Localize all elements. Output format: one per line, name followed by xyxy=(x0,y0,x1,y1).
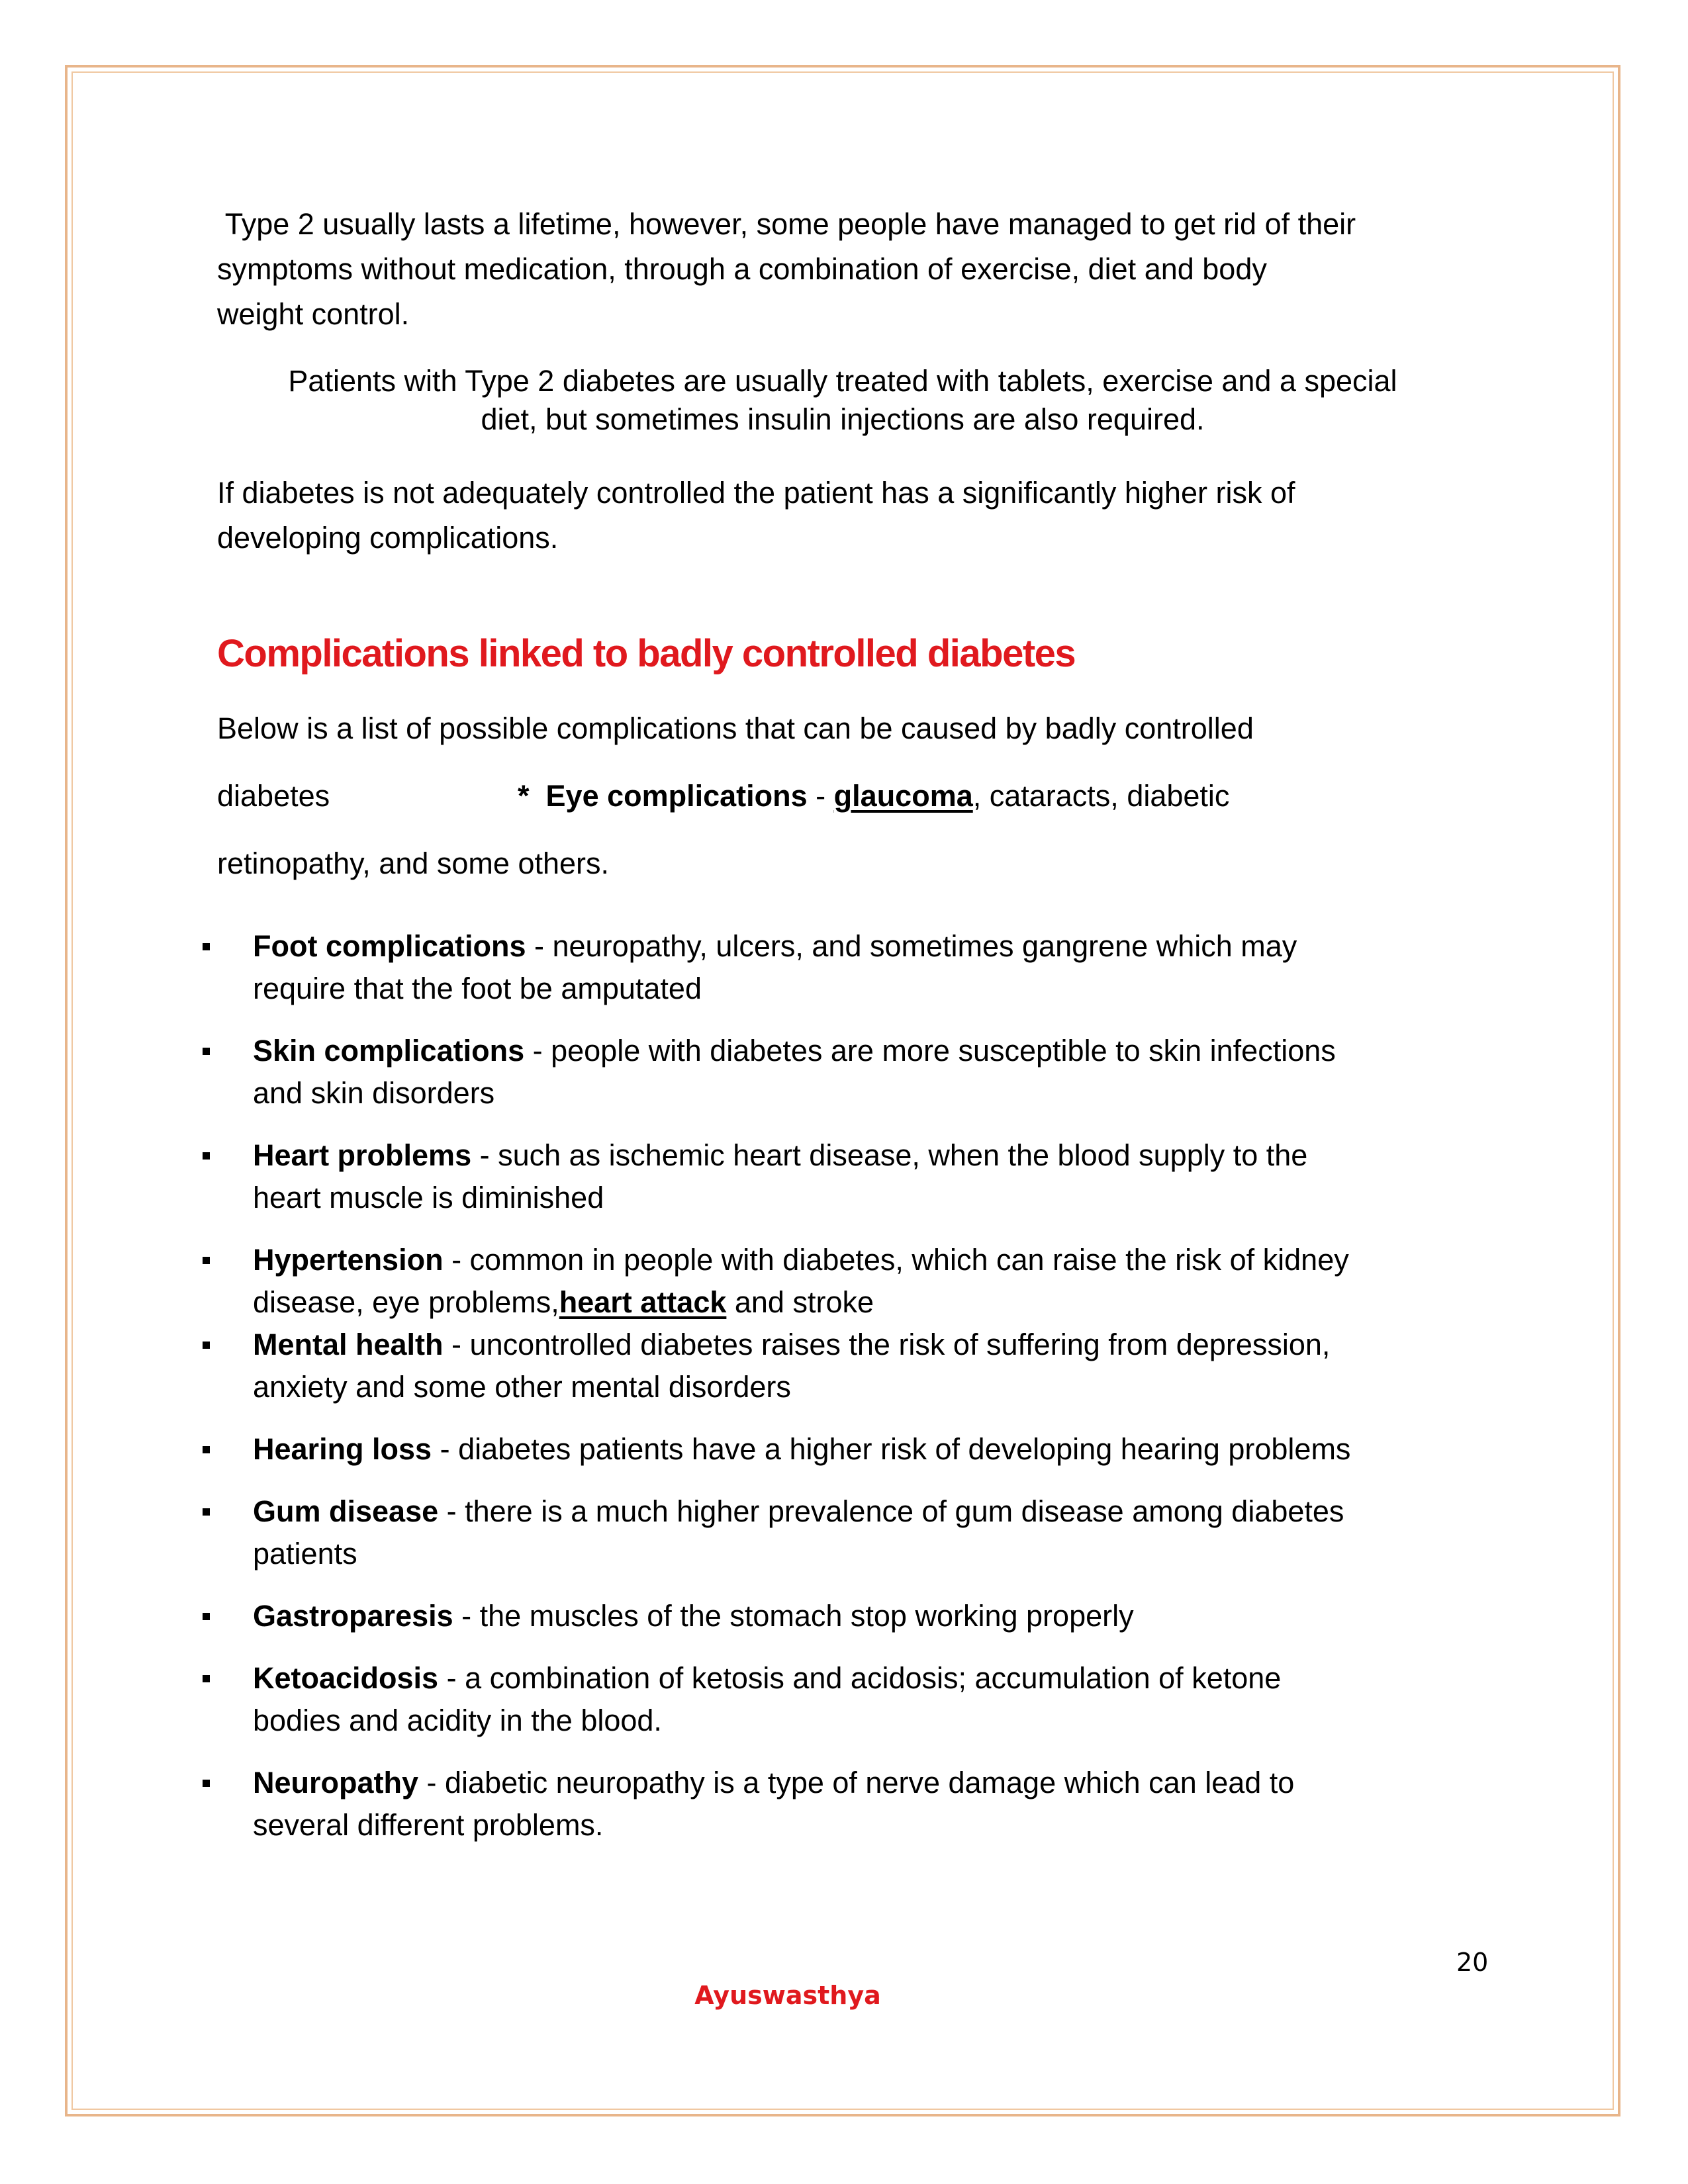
bullet-term: Foot complications xyxy=(253,929,526,963)
list-item-gum xyxy=(199,1490,1523,1575)
bullet-text-cont: and skin disorders xyxy=(253,1076,495,1110)
bullet-text: - a combination of ketosis and acidosis; accumulation of ketone xyxy=(438,1661,1282,1695)
intro-p3-line2: developing complications. xyxy=(217,521,559,555)
list-intro-line2-prefix: diabetes xyxy=(217,779,330,813)
bullet-marker xyxy=(203,943,210,950)
bullet-text-cont: require that the foot be amputated xyxy=(253,972,702,1005)
bullet-term: Heart problems xyxy=(253,1138,472,1172)
bullet-marker xyxy=(203,1780,210,1787)
eye-complications-term: Eye complications xyxy=(545,779,808,813)
intro-p1-line3: weight control. xyxy=(217,297,410,331)
bullet-marker xyxy=(203,1613,210,1620)
bullet-text-cont: bodies and acidity in the blood. xyxy=(253,1704,662,1737)
bullet-text: - uncontrolled diabetes raises the risk of suffering from depression, xyxy=(443,1328,1331,1361)
list-intro-line1: Below is a list of possible complications that can be caused by badly controlled xyxy=(217,711,1254,745)
list-item-hearing xyxy=(199,1428,1523,1471)
bullet-marker xyxy=(203,1446,210,1453)
bullet-text: - there is a much higher prevalence of gum disease among diabetes xyxy=(438,1494,1344,1528)
bullet-text: - diabetes patients have a higher risk of developing hearing problems xyxy=(432,1432,1351,1466)
bullet-text-after-link: and stroke xyxy=(726,1285,874,1319)
bullet-marker xyxy=(203,1048,210,1055)
list-item-hypertension xyxy=(199,1239,1523,1324)
bullet-term: Hearing loss xyxy=(253,1432,432,1466)
complications-list xyxy=(199,925,1523,1866)
list-item-ketoacidosis xyxy=(199,1657,1523,1742)
bullet-marker xyxy=(203,1342,210,1349)
bullet-marker xyxy=(203,1257,210,1264)
list-item-gastroparesis xyxy=(199,1595,1523,1637)
bullet-text-cont: anxiety and some other mental disorders xyxy=(253,1370,791,1404)
page-number: 20 xyxy=(1456,1948,1489,1977)
list-item-skin xyxy=(199,1030,1523,1115)
bullet-text-cont: disease, eye problems, xyxy=(253,1285,559,1319)
bullet-text: - such as ischemic heart disease, when the blood supply to the xyxy=(471,1138,1308,1172)
intro-p3-line1: If diabetes is not adequately controlled the patient has a significantly higher risk of xyxy=(217,476,1295,510)
bullet-text: - common in people with diabetes, which can raise the risk of kidney xyxy=(443,1243,1349,1277)
bullet-term: Hypertension xyxy=(253,1243,444,1277)
eye-rest: , cataracts, diabetic xyxy=(972,779,1230,813)
heart-attack-link[interactable]: heart attack xyxy=(559,1285,727,1319)
bullet-term: Skin complications xyxy=(253,1034,525,1068)
bullet-term: Gastroparesis xyxy=(253,1599,453,1633)
bullet-term: Neuropathy xyxy=(253,1766,419,1799)
bullet-text: - the muscles of the stomach stop working properly xyxy=(453,1599,1134,1633)
bullet-text: - people with diabetes are more susceptible to skin infections xyxy=(524,1034,1336,1068)
bullet-text: - diabetic neuropathy is a type of nerve damage which can lead to xyxy=(418,1766,1295,1799)
intro-p2-line1: Patients with Type 2 diabetes are usually treated with tablets, exercise and a special xyxy=(288,364,1397,398)
bullet-text-cont: several different problems. xyxy=(253,1808,604,1842)
list-item-foot xyxy=(199,925,1523,1010)
bullet-marker xyxy=(203,1152,210,1160)
bullet-term: Ketoacidosis xyxy=(253,1661,439,1695)
intro-p1-line2: symptoms without medication, through a combination of exercise, diet and body xyxy=(217,252,1267,286)
bullet-text-cont: heart muscle is diminished xyxy=(253,1181,604,1214)
list-intro-line3: retinopathy, and some others. xyxy=(217,846,610,880)
intro-p1-line1: Type 2 usually lasts a lifetime, however, some people have managed to get rid of their xyxy=(217,207,1356,241)
footer-brand: Ayuswasthya xyxy=(694,1981,881,2010)
bullet-term: Mental health xyxy=(253,1328,444,1361)
bullet-text-cont: patients xyxy=(253,1537,357,1570)
intro-p2-line2: diet, but sometimes insulin injections are also required. xyxy=(481,402,1205,436)
bullet-marker xyxy=(203,1675,210,1682)
glaucoma-link[interactable]: glaucoma xyxy=(833,779,973,813)
list-intro-eye-line xyxy=(518,774,1229,818)
eye-dash: - xyxy=(807,779,834,813)
list-item-mental-health xyxy=(199,1324,1523,1408)
bullet-text: - neuropathy, ulcers, and sometimes gangrene which may xyxy=(526,929,1297,963)
bullet-term: Gum disease xyxy=(253,1494,439,1528)
bullet-marker xyxy=(203,1508,210,1516)
star-mark: * xyxy=(518,779,530,813)
list-item-heart xyxy=(199,1134,1523,1219)
list-item-neuropathy xyxy=(199,1762,1523,1846)
section-heading: Complications linked to badly controlled diabetes xyxy=(217,632,1076,675)
